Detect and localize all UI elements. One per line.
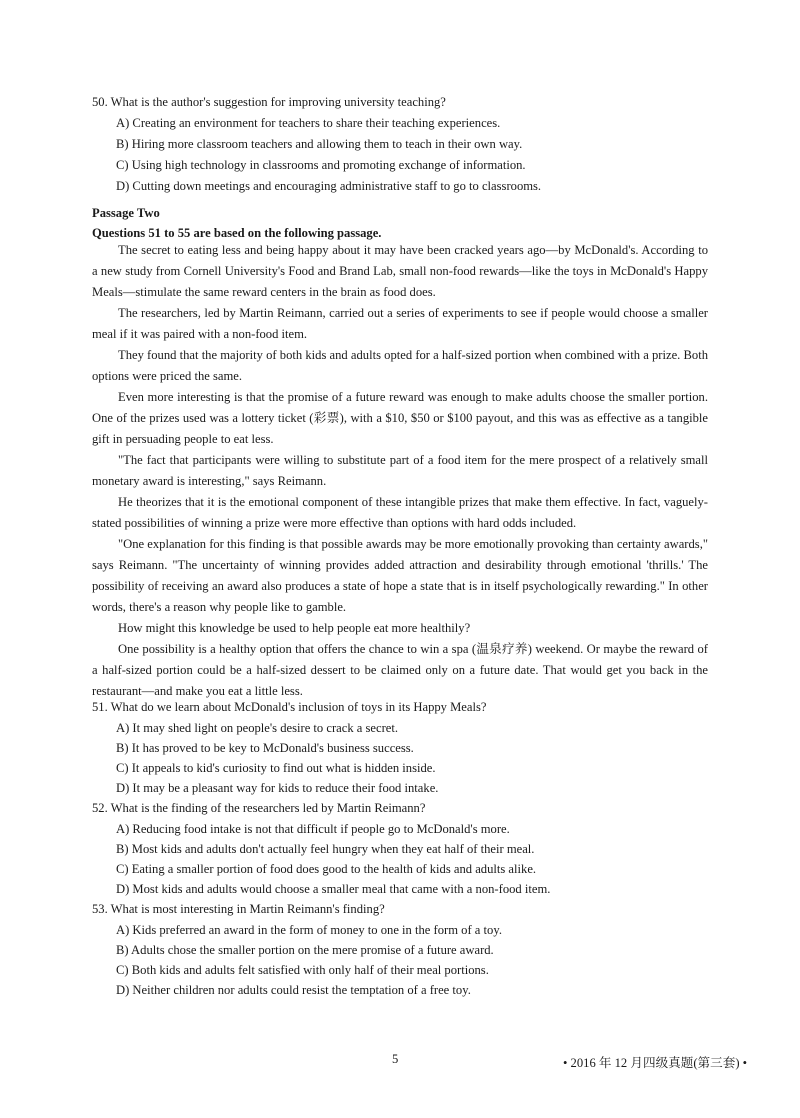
- question-50-option-d: D) Cutting down meetings and encouraging administrative staff to go to classrooms.: [116, 179, 542, 193]
- question-50-option-a: A) Creating an environment for teachers to share their teaching experiences.: [116, 116, 501, 130]
- passage-instruction: Questions 51 to 55 are based on the following passage.: [92, 226, 382, 240]
- question-53-stem: 53. What is most interesting in Martin Reimann's finding?: [92, 902, 385, 916]
- question-53-option-a: A) Kids preferred an award in the form of money to one in the form of a toy.: [116, 923, 502, 937]
- question-50-option-b: B) Hiring more classroom teachers and allowing them to teach in their own way.: [116, 137, 523, 151]
- passage-paragraph: "One explanation for this finding is that possible awards may be more emotionally provoking than certainty awards," says Reimann. "The uncertainty of winning provides added attraction and desirability through emotional 'thrills.' The possibility of receiving an award also produces a state of hope a state that is in itself psychologically rewarding." In other words, there's a reason why people like to gamble.: [92, 537, 708, 614]
- exam-label: • 2016 年 12 月四级真题(第三套) •: [563, 1056, 748, 1070]
- question-52-stem: 52. What is the finding of the researchers led by Martin Reimann?: [92, 801, 426, 815]
- passage-body: [92, 240, 708, 702]
- question-51-option-a: A) It may shed light on people's desire to crack a secret.: [116, 721, 399, 735]
- question-51-option-b: B) It has proved to be key to McDonald's business success.: [116, 741, 414, 755]
- question-50-stem: 50. What is the author's suggestion for improving university teaching?: [92, 95, 446, 109]
- question-52-option-a: A) Reducing food intake is not that difficult if people go to McDonald's more.: [116, 822, 510, 836]
- question-52-option-b: B) Most kids and adults don't actually feel hungry when they eat half of their meal.: [116, 842, 535, 856]
- question-51-option-d: D) It may be a pleasant way for kids to reduce their food intake.: [116, 781, 439, 795]
- question-53-option-c: C) Both kids and adults felt satisfied with only half of their meal portions.: [116, 963, 489, 977]
- page-number: 5: [392, 1052, 399, 1066]
- passage-paragraph: He theorizes that it is the emotional component of these intangible prizes that make them effective. In fact, vaguely-stated possibilities of winning a prize were more effective than options with hard odds included.: [92, 495, 708, 530]
- question-51-option-c: C) It appeals to kid's curiosity to find out what is hidden inside.: [116, 761, 436, 775]
- question-52-option-d: D) Most kids and adults would choose a smaller meal that came with a non-food item.: [116, 882, 551, 896]
- question-53-option-b: B) Adults chose the smaller portion on the mere promise of a future award.: [116, 943, 494, 957]
- passage-title: Passage Two: [92, 206, 160, 220]
- passage-paragraph: "The fact that participants were willing to substitute part of a food item for the mere prospect of a relatively small monetary award is interesting," says Reimann.: [92, 453, 708, 488]
- question-51-stem: 51. What do we learn about McDonald's inclusion of toys in its Happy Meals?: [92, 700, 487, 714]
- passage-paragraph: They found that the majority of both kids and adults opted for a half-sized portion when combined with a prize. Both options were priced the same.: [92, 348, 708, 383]
- passage-paragraph: How might this knowledge be used to help people eat more healthily?: [118, 621, 471, 635]
- passage-paragraph: Even more interesting is that the promise of a future reward was enough to make adults choose the smaller portion. One of the prizes used was a lottery ticket (彩票), with a $10, $50 or $100 payout, and this was as effective as a tangible gift in persuading people to eat less.: [92, 390, 708, 446]
- passage-paragraph: The researchers, led by Martin Reimann, carried out a series of experiments to see if people would choose a smaller meal if it was paired with a non-food item.: [92, 306, 708, 341]
- passage-paragraph: The secret to eating less and being happy about it may have been cracked years ago—by McDonald's. According to a new study from Cornell University's Food and Brand Lab, small non-food rewards—like the toys in McDonald's Happy Meals—stimulate the same reward centers in the brain as food does.: [92, 243, 708, 299]
- passage-paragraph: One possibility is a healthy option that offers the chance to win a spa (温泉疗养) weekend. Or maybe the reward of a half-sized portion could be a half-sized dessert to be claimed only on a future date. That would get you back in the restaurant—and make you eat a little less.: [92, 642, 708, 698]
- question-53-option-d: D) Neither children nor adults could resist the temptation of a free toy.: [116, 983, 471, 997]
- question-50-option-c: C) Using high technology in classrooms and promoting exchange of information.: [116, 158, 526, 172]
- question-52-option-c: C) Eating a smaller portion of food does good to the health of kids and adults alike.: [116, 862, 537, 876]
